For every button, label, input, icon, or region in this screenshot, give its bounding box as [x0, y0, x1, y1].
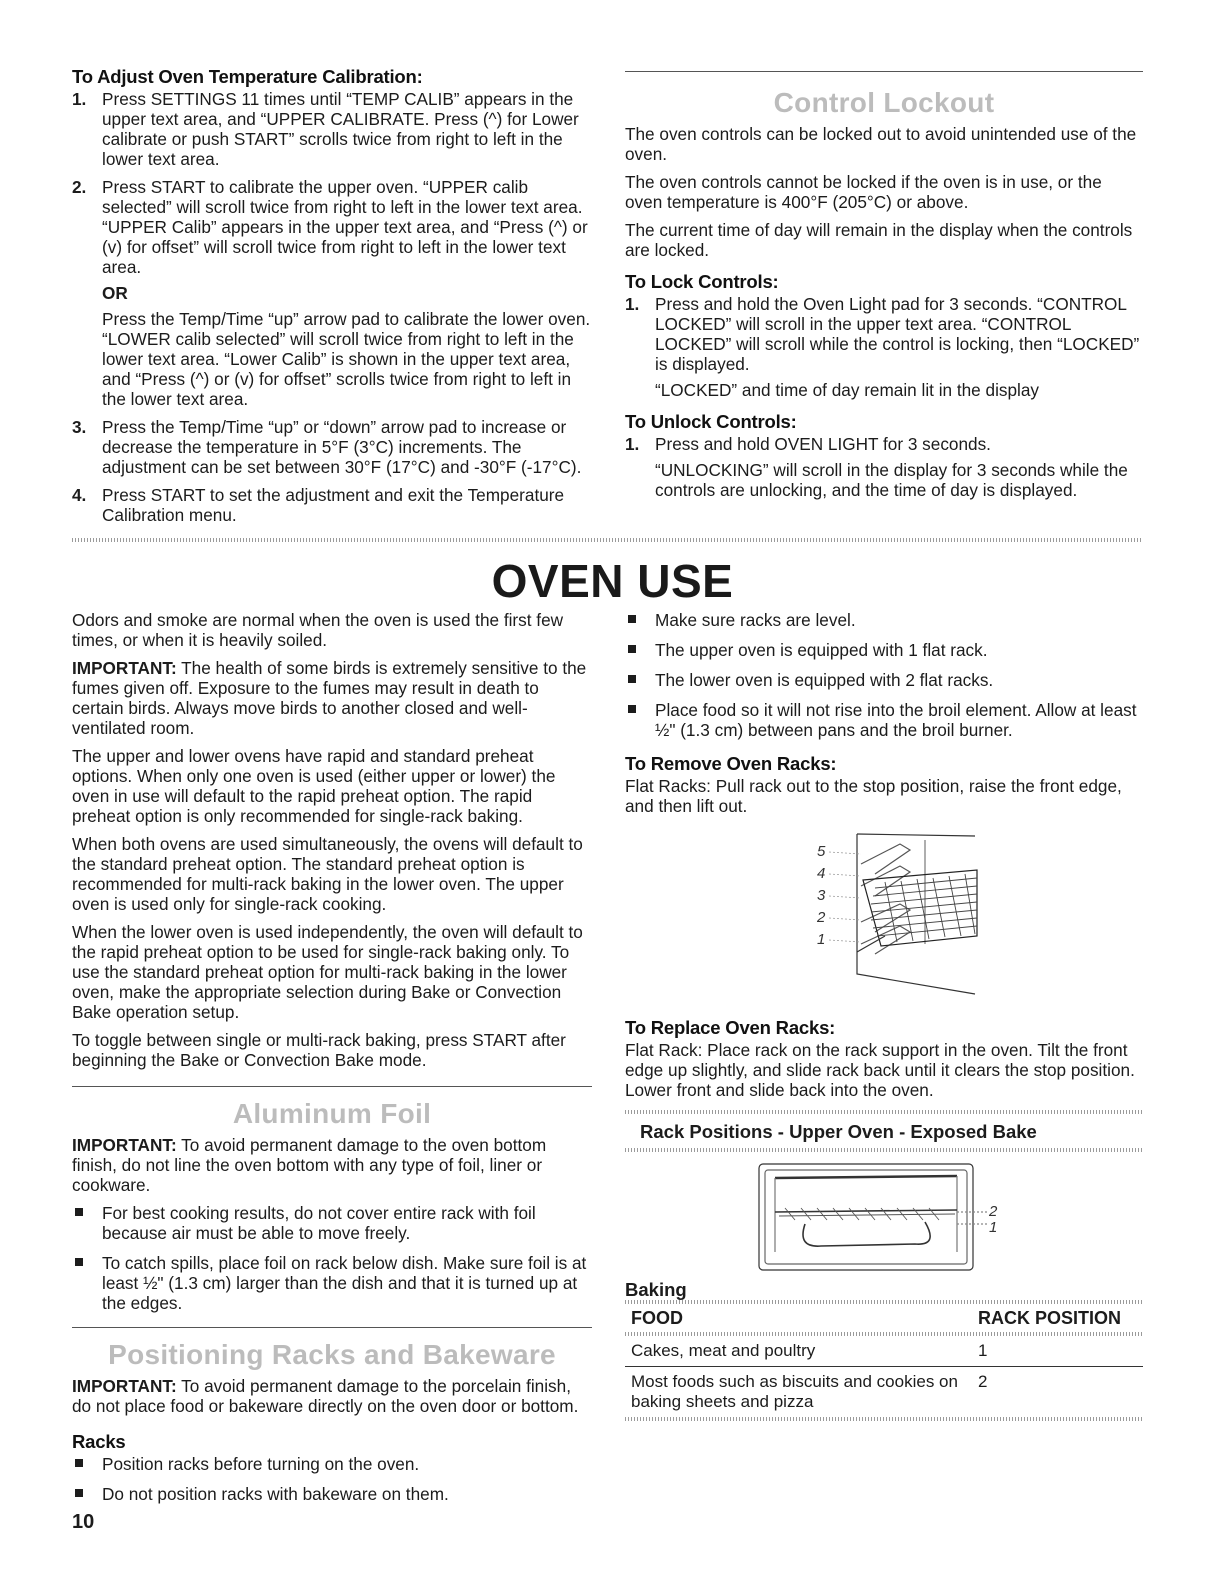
replace-racks-heading: To Replace Oven Racks:: [625, 1017, 836, 1038]
page-number: 10: [72, 1511, 95, 1533]
list-item: For best cooking results, do not cover entire rack with foil because air must be able to move freely.: [72, 1203, 592, 1243]
oven-use-right-column: [625, 610, 1143, 1421]
or-text: Press the Temp/Time “up” arrow pad to calibrate the lower oven. “LOWER calib selected” will scroll twice from right to left in the lower text area. “Lower Calib” is shown in the upper text area, and “Press (^) or (v) for offset” scrolls twice from right to left in the lower text area.: [102, 309, 591, 409]
calibration-section: [72, 67, 592, 533]
replace-racks-text: Flat Rack: Place rack on the rack support in the oven. Tilt the front edge up slightly, and slide rack back until it clears the stop position. Lower front and slide back into the oven.: [625, 1040, 1135, 1100]
list-item: 1. Press and hold the Oven Light pad for 3 seconds. “CONTROL LOCKED” will scroll in the upper text area. “CONTROL LOCKED” will scroll while the control is locking, then “LOCKED” is displayed. “LOCKED” and time of day remain lit in the display: [625, 294, 1140, 400]
oven-use-left-column: [72, 610, 592, 1514]
table-cell-position: 1: [978, 1341, 988, 1360]
table-cell-food: Cakes, meat and poultry: [631, 1341, 816, 1360]
table-row: [625, 1417, 1143, 1421]
rack-bullets: [72, 1454, 592, 1504]
upper-oven-rack-illustration: [625, 1152, 1143, 1272]
table-header-row: [625, 1304, 1143, 1332]
table-row: [625, 1367, 1143, 1418]
column-header-rack-position: RACK POSITION: [978, 1308, 1122, 1328]
table-row: [625, 1336, 1143, 1367]
calibration-heading: To Adjust Oven Temperature Calibration:: [72, 66, 423, 87]
rack-position-label: 5: [817, 843, 826, 860]
hatched-divider: [72, 538, 1143, 542]
paragraph: The oven controls can be locked out to avoid unintended use of the oven.: [625, 124, 1137, 164]
table-cell-food: Most foods such as biscuits and cookies on baking sheets and pizza: [625, 1367, 972, 1418]
list-item: The upper oven is equipped with 1 flat rack.: [625, 640, 1143, 660]
rack-position-label: 1: [817, 931, 826, 948]
rack-position-label: 3: [817, 887, 826, 904]
bullet-square-icon: [75, 1459, 83, 1467]
rack-position-label: 2: [989, 1203, 998, 1220]
lock-controls-heading: To Lock Controls:: [625, 271, 779, 292]
paragraph: The current time of day will remain in the display when the controls are locked.: [625, 220, 1133, 260]
important-paragraph: IMPORTANT: To avoid permanent damage to the porcelain finish, do not place food or bakeware directly on the oven door or bottom.: [72, 1376, 579, 1416]
rack-info-bullets: [625, 610, 1143, 740]
bullet-square-icon: [628, 705, 636, 713]
list-item: 2. Press START to calibrate the upper oven. “UPPER calib selected” will scroll twice from right to left in the lower text area. “UPPER Calib” appears in the upper text area, and “Press (^) or (v) for offset” will scroll twice from right to left in the lower text area. OR Press the Temp/Time “up” arrow pad to calibrate the lower oven. “LOWER calib selected” will scroll twice from right to left in the lower text area. “Lower Calib” is shown in the upper text area, and “Press (^) or (v) for offset” scrolls twice from right to left in the lower text area.: [72, 177, 591, 409]
list-item: 3. Press the Temp/Time “up” or “down” arrow pad to increase or decrease the temperature in 5°F (3°C) increments. The adjustment can be set between 30°F (17°C) and -30°F (-17°C).: [72, 417, 582, 477]
bullet-square-icon: [75, 1258, 83, 1266]
bullet-square-icon: [628, 615, 636, 623]
column-header-food: FOOD: [631, 1308, 683, 1328]
paragraph: The upper and lower ovens have rapid and standard preheat options. When only one oven is used (either upper or lower) the oven in use will default to the rapid preheat option. The rapid preheat option is only recommended for single-rack baking.: [72, 746, 556, 826]
list-item: Position racks before turning on the oven.: [72, 1454, 592, 1474]
unlock-controls-heading: To Unlock Controls:: [625, 411, 797, 432]
list-item: Place food so it will not rise into the broil element. Allow at least ½" (1.3 cm) between pans and the broil burner.: [625, 700, 1143, 740]
table-cell-position: 2: [972, 1367, 1143, 1418]
list-item: To catch spills, place foil on rack below dish. Make sure foil is at least ½" (1.3 cm) larger than the dish and that it is turned up at the edges.: [72, 1253, 592, 1313]
control-lockout-title: Control Lockout: [773, 87, 995, 118]
list-item: Make sure racks are level.: [625, 610, 1143, 630]
lock-steps: [625, 294, 1143, 400]
rack-position-label: 1: [989, 1219, 998, 1236]
calibration-steps: [72, 89, 592, 525]
remove-racks-text: Flat Racks: Pull rack out to the stop position, raise the front edge, and then lift out.: [625, 776, 1122, 816]
section-divider: [72, 1327, 592, 1328]
rack-positions-title: Rack Positions - Upper Oven - Exposed Bake: [640, 1121, 1037, 1142]
foil-bullets: [72, 1203, 592, 1313]
important-paragraph: IMPORTANT: The health of some birds is extremely sensitive to the fumes given off. Exposure to the fumes may result in death to certain birds. Always move birds to another closed and well-ventilated room.: [72, 658, 587, 738]
bullet-square-icon: [628, 675, 636, 683]
rack-position-table: [625, 1304, 1143, 1421]
intro-paragraph: Odors and smoke are normal when the oven is used the first few times, or when it is heavily soiled.: [72, 610, 564, 650]
rack-position-label: 2: [817, 909, 826, 926]
paragraph: The oven controls cannot be locked if the oven is in use, or the oven temperature is 400°F (205°C) or above.: [625, 172, 1102, 212]
list-item: The lower oven is equipped with 2 flat racks.: [625, 670, 1143, 690]
section-divider: [72, 1086, 592, 1087]
paragraph: When the lower oven is used independently, the oven will default to the rapid preheat option to be used for single-rack baking only. To use the standard preheat option for multi-rack baking in the lower oven, make the appropriate selection during Bake or Convection Bake operation setup.: [72, 922, 583, 1022]
list-item: 1. Press SETTINGS 11 times until “TEMP CALIB” appears in the upper text area, and “UPPER CALIBRATE. Press (^) for Lower calibrate or push START” scrolls twice from right to left in the lower text area.: [72, 89, 579, 169]
rack-position-label: 4: [817, 865, 826, 882]
unlock-steps: [625, 434, 1143, 500]
bullet-square-icon: [75, 1489, 83, 1497]
aluminum-foil-title: Aluminum Foil: [232, 1098, 432, 1129]
paragraph: To toggle between single or multi-rack baking, press START after beginning the Bake or Convection Bake mode.: [72, 1030, 566, 1070]
list-item: 4. Press START to set the adjustment and exit the Temperature Calibration menu.: [72, 485, 565, 525]
important-paragraph: IMPORTANT: To avoid permanent damage to the oven bottom finish, do not line the oven bottom with any type of foil, liner or cookware.: [72, 1135, 547, 1195]
bullet-square-icon: [75, 1208, 83, 1216]
positioning-title: Positioning Racks and Bakeware: [108, 1339, 556, 1370]
bullet-square-icon: [628, 645, 636, 653]
or-label: OR: [102, 283, 128, 303]
section-divider: [625, 71, 1143, 72]
racks-heading: Racks: [72, 1431, 126, 1452]
baking-heading: Baking: [625, 1279, 687, 1300]
page-title: OVEN USE: [491, 555, 734, 607]
rack-removal-illustration: [625, 824, 1143, 1002]
list-item: Do not position racks with bakeware on them.: [72, 1484, 592, 1504]
control-lockout-section: [625, 71, 1143, 508]
remove-racks-heading: To Remove Oven Racks:: [625, 753, 837, 774]
paragraph: When both ovens are used simultaneously, the ovens will default to the standard preheat option. The standard preheat option is recommended for multi-rack baking in the lower oven. The upper oven is used only for single-rack cooking.: [72, 834, 583, 914]
list-item: 1. Press and hold OVEN LIGHT for 3 seconds. “UNLOCKING” will scroll in the display for 3 seconds while the controls are unlocking, and the time of day is displayed.: [625, 434, 1128, 500]
